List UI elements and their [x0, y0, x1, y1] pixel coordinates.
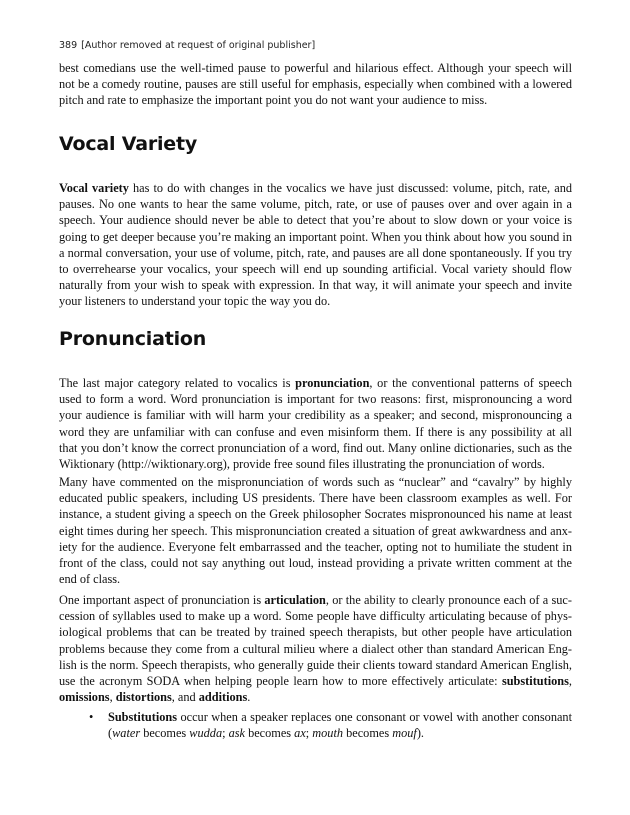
term-substitutions: substitutions — [501, 674, 569, 689]
p3-sep-1: , — [568, 674, 572, 689]
example-1a: water — [112, 726, 141, 741]
pronunciation-paragraph-3 — [59, 592, 572, 705]
term-omissions: omissions — [59, 690, 110, 705]
p3-sep-2: , — [109, 690, 116, 705]
p3-sep-3: , and — [171, 690, 199, 705]
p3-end: . — [247, 690, 251, 705]
example-3a: mouth — [312, 726, 344, 741]
running-title: [Author removed at request of original publisher] — [81, 40, 316, 51]
bullet-marker: • — [89, 710, 94, 724]
vocal-variety-text: has to do with changes in the vocalics we have just discussed: volume, pitch, rate, and pauses. No one wants to hear the same volume, pitch, rate, or use of pauses over and over again in a speech. Your audience should never be able to detect that you’re about to slow down or your voice is going to get deeper because you’re making an important point. When you think about how you sound in a normal conversation, your use of volume, pitch, rate, and pauses are all done spontaneously. If you try to overrehearse your vocalics, your speech will end up sounding artificial. Vocal variety should flow naturally from your wish to speak with expression. In that way, it will animate your speech and invite your listeners to understand your topic the way you do. — [59, 181, 572, 309]
term-additions: additions — [198, 690, 248, 705]
intro-paragraph: best comedians use the well-timed pause to powerful and hilarious effect. Although your speech will not be a comedy routine, pauses are still useful for emphasis, especially when combined with a lowered pitch and rate to emphasize the important point you do not want your audience to miss. — [59, 61, 572, 108]
bullet-sep-1: ; — [222, 726, 229, 741]
page-number: 389 — [59, 40, 78, 51]
p1-text-after: , or the conventional patterns of speech used to form a word. Word pronunciation is important for two reasons: first, mispronouncing a word your audience is familiar with will harm your credibility as a speaker; and second, mispronouncing a word they are unfamiliar with can confuse and even misinform them. If there is any possibility at all that you don’t know the correct pronunciation of a word, find out. Many online dictionaries, such as the Wiktionary (http://wiktionary.org), provide free sound files illustrating the pronunciation of words. — [59, 376, 572, 472]
pronunciation-paragraph-1 — [59, 375, 572, 472]
bullet-list — [89, 709, 572, 741]
term-vocal-variety: Vocal variety — [59, 181, 129, 195]
term-articulation: articulation — [264, 593, 326, 607]
term-pronunciation: pronunciation — [295, 376, 370, 390]
vocal-variety-paragraph — [59, 180, 572, 310]
list-item — [89, 709, 572, 741]
bullet-mid-1: becomes — [140, 726, 190, 741]
heading-pronunciation: Pronunciation — [59, 328, 207, 350]
p3-text-before: One important aspect of pronunciation is — [59, 593, 265, 607]
heading-vocal-variety: Vocal Variety — [59, 133, 198, 155]
pronunciation-paragraph-2: Many have commented on the mispronunciation of words such as “nuclear” and “cavalry” by highly educated public speakers, including US presidents. There have been classroom examples as well. For instance, a student giving a speech on the Greek philosopher Socrates mispronounced his name at least eight times during her speech. This mispronunciation created a situation of great awkwardness and anxiety for the audience. Everyone felt embarrassed and the teacher, opting not to humiliate the student in front of the class, could not say anything out loud, instead providing a private written comment at the end of class. — [59, 475, 572, 587]
bullet-mid-3: becomes — [343, 726, 393, 741]
bullet-sep-2: ; — [305, 726, 313, 741]
bullet-text-1: occur when a speaker replaces one consonant or vowel with another consonant ( — [108, 710, 572, 741]
bullet-end: ). — [416, 726, 424, 741]
bullet-mid-2: becomes — [245, 726, 295, 741]
p1-text-before: The last major category related to vocalics is — [59, 376, 296, 390]
example-2b: ax — [294, 726, 306, 741]
term-distortions: distortions — [115, 690, 172, 705]
term-substitutions-bullet: Substitutions — [108, 710, 178, 724]
example-1b: wudda — [189, 726, 223, 741]
p3-text-middle: , or the ability to clearly pronounce each of a succession of syllables used to make up a word. Some people have difficulty articulating because of physiological problems that can be treated by trained speech therapists, but other people have articulation problems because they come from a cultural milieu where a dialect other than standard American English is the norm. Speech therapists, who generally guide their clients toward standard American English, use the acronym SODA when helping people learn how to more effectively articulate: — [59, 593, 572, 689]
running-header — [59, 40, 315, 51]
example-3b: mouf — [392, 726, 417, 741]
example-2a: ask — [228, 726, 245, 741]
